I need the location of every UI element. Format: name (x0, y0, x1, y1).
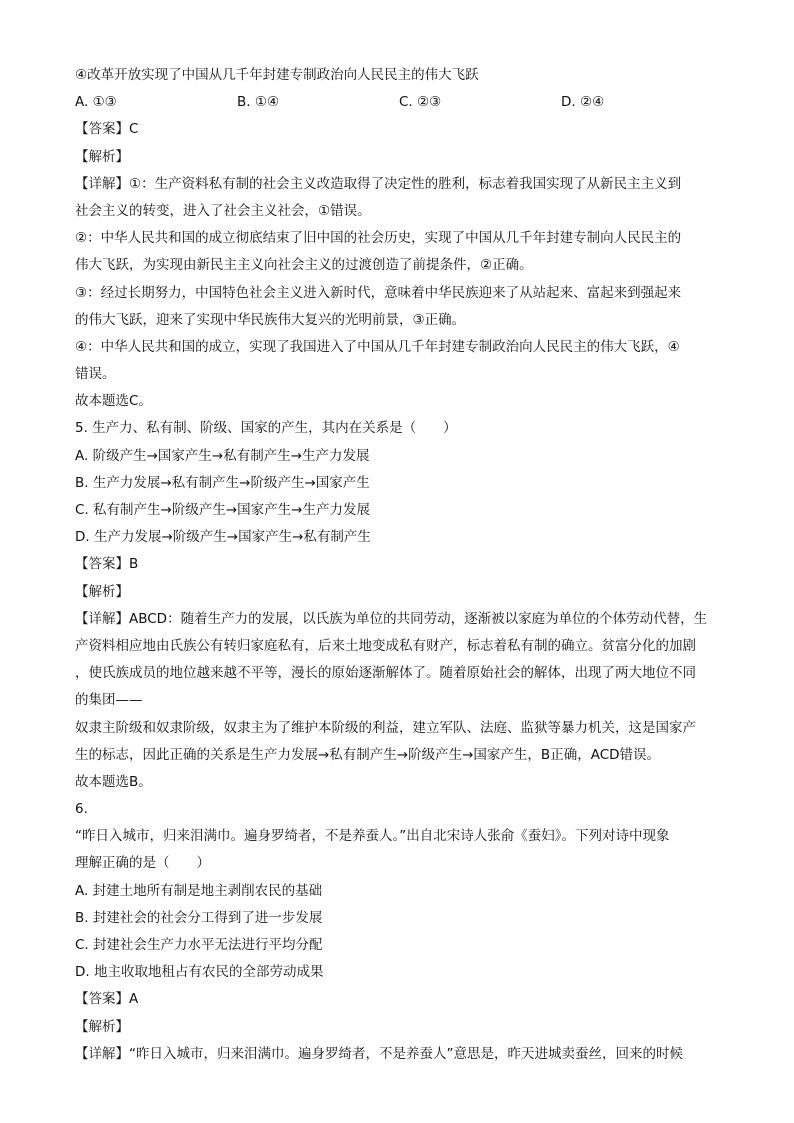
q4-detail-line: ②：中华人民共和国的成立彻底结束了旧中国的社会历史，实现了中国从几千年封建专制向人民民主的 (75, 230, 682, 247)
q6-choice-c: C. 封建社会生产力水平无法进行平均分配 (75, 937, 323, 953)
q6-choice-d: D. 地主收取地租占有农民的全部劳动成果 (75, 964, 324, 981)
q4-detail-line: ④：中华人民共和国的成立，实现了我国进入了中国从几千年封建专制政治向人民民主的伟大飞跃，④ (75, 338, 680, 355)
q5-choice-b: B. 生产力发展→私有制产生→阶级产生→国家产生 (75, 474, 370, 491)
q6-choice-a: A. 封建土地所有制是地主剥削农民的基础 (75, 882, 323, 899)
q6-answer: 【答案】A (75, 991, 139, 1008)
q5-detail-line: 生的标志，因此正确的关系是生产力发展→私有制产生→阶级产生→国家产生，B正确，ACD错误。 (75, 746, 661, 763)
q5-choice-a: A. 阶级产生→国家产生→私有制产生→生产力发展 (75, 447, 370, 464)
q4-answer: 【答案】C (75, 121, 139, 138)
q4-detail-line: 【详解】①：生产资料私有制的社会主义改造取得了决定性的胜利，标志着我国实现了从新民主主义到 (75, 175, 682, 192)
q6-stem: “昨日入城市，归来泪满巾。遍身罗绮者，不是养蚕人。”出自北宋诗人张俞《蚕妇》。下列对诗中现象 (75, 828, 670, 845)
q6-analysis-heading: 【解析】 (75, 1018, 129, 1035)
q5-choice-c: C. 私有制产生→阶级产生→国家产生→生产力发展 (75, 502, 370, 518)
q5-conclusion: 故本题选B。 (75, 773, 152, 790)
q4-options-row (75, 89, 725, 116)
q4-analysis-heading: 【解析】 (75, 148, 129, 165)
q4-conclusion: 故本题选C。 (75, 393, 152, 410)
q5-stem: 5. 生产力、私有制、阶级、国家的产生，其内在关系是（ ） (75, 420, 457, 437)
q5-answer: 【答案】B (75, 556, 139, 573)
q5-detail-line: 产资料相应地由氏族公有转归家庭私有，后来土地变成私有财产，标志着私有制的确立。贫富分化的加剧 (75, 637, 696, 654)
q6-detail-line: 【详解】“昨日入城市，归来泪满巾。遍身罗绮者，不是养蚕人”意思是，昨天进城卖蚕丝，回来的时候 (75, 1045, 683, 1062)
q4-choice-c: C. ②③ (399, 94, 442, 111)
document-page (75, 62, 725, 1068)
q6-stem: 理解正确的是（ ） (75, 855, 210, 872)
q4-detail-line: 社会主义的转变，进入了社会主义社会，①错误。 (75, 202, 371, 219)
q6-number: 6. (75, 801, 88, 818)
q4-choice-a: A. ①③ (75, 94, 117, 111)
q5-detail-line: 奴隶主阶级和奴隶阶级，奴隶主为了维护本阶级的利益，建立军队、法庭、监狱等暴力机关，这是国家产 (75, 719, 696, 736)
q6-choice-b: B. 封建社会的社会分工得到了进一步发展 (75, 909, 323, 926)
q4-detail-line: 的伟大飞跃，迎来了实现中华民族伟大复兴的光明前景，③正确。 (75, 311, 466, 328)
q5-detail-line: 【详解】ABCD：随着生产力的发展，以氏族为单位的共同劳动，逐渐被以家庭为单位的个体劳动代替，生 (75, 610, 708, 627)
q4-detail-line: 错误。 (75, 366, 116, 383)
q5-analysis-heading: 【解析】 (75, 583, 129, 600)
q5-detail-line: 的集团—— (75, 692, 143, 709)
q5-detail-line: ，使氏族成员的地位越来越不平等，漫长的原始逐渐解体了。随着原始社会的解体，出现了两大地位不同 (75, 665, 696, 682)
q4-choice-b: B. ①④ (237, 94, 280, 111)
q4-option-4: ④改革开放实现了中国从几千年封建专制政治向人民民主的伟大飞跃 (75, 67, 479, 83)
q4-detail-line: ③：经过长期努力，中国特色社会主义进入新时代，意味着中华民族迎来了从站起来、富起来到强起来 (75, 284, 682, 301)
q4-detail-line: 伟大飞跃，为实现由新民主主义向社会主义的过渡创造了前提条件，②正确。 (75, 257, 533, 274)
q4-choice-d: D. ②④ (561, 94, 605, 111)
q5-choice-d: D. 生产力发展→阶级产生→国家产生→私有制产生 (75, 529, 371, 546)
